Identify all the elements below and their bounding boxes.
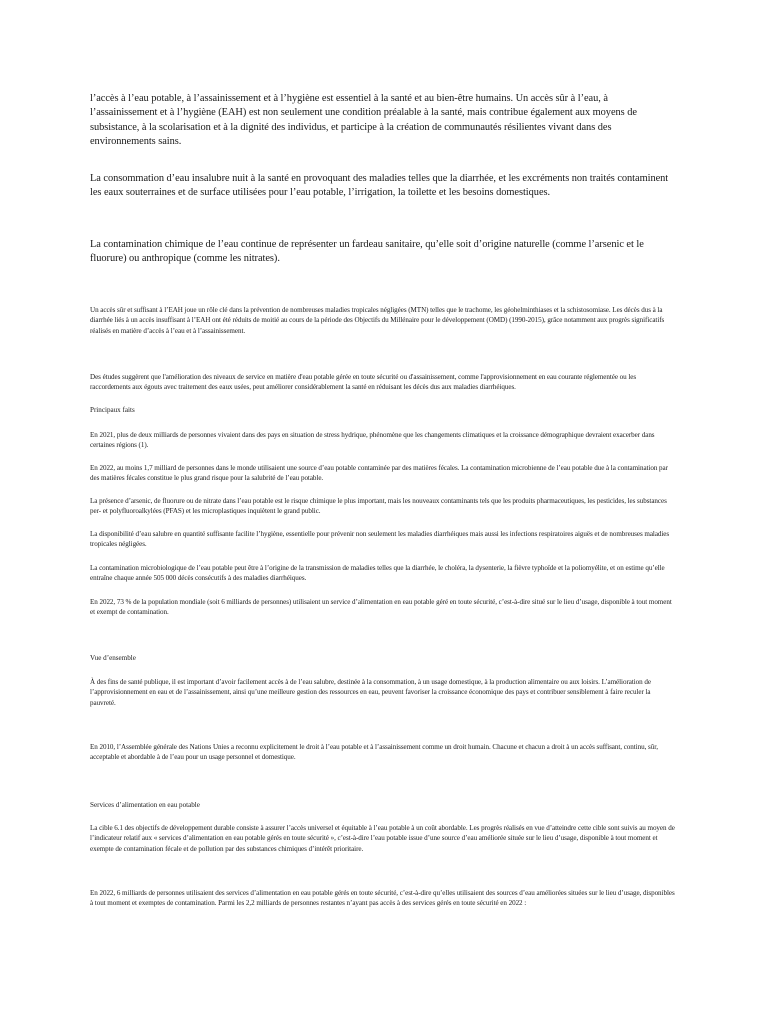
body-paragraph-2: Des études suggèrent que l'amélioration des niveaux de service en matière d'eau potable gérée en toute sécurité ou d'assainissement, comme l'approvisionnement en eau courante réglementée ou les raccordements aux égouts avec traitement des eaux usées, peut améliorer considérablement la santé en réduisant les décès dus aux maladies diarrhéiques. — [90, 373, 637, 392]
overview-paragraph: À des fins de santé publique, il est important d’avoir facilement accès à de l’eau salubre, destinée à la consommation, à un usage domestique, à la production alimentaire ou aux loisirs. L’amélioration de l’approvisionnement en eau et de l’assainissement, ainsi qu’une meilleure gestion des ressources en eau, peuvent favoriser la croissance économique des pays et contribuer sensiblement à faire reculer la pauvreté. — [90, 678, 651, 707]
key-facts-heading: Principaux faits — [90, 406, 135, 414]
services-paragraph: La cible 6.1 des objectifs de développement durable consiste à assurer l’accès universel et équitable à l’eau potable à un coût abordable. Les progrès réalisés en vue d’atteindre cette cible sont suivis au moyen de l’indicateur relatif aux « services d’alimentation en eau potable gérés en toute sécurité », c’est-à-dire l’eau potable issue d’une source d’eau améliorée située sur le lieu d’usage, disponible à tout moment et exempte de contamination fécale et de pollution par des substances chimiques d’intérêt prioritaire. — [90, 824, 675, 853]
intro-paragraph-2: La consommation d’eau insalubre nuit à la santé en provoquant des maladies telles que la diarrhée, et les excréments non traités contaminent les eaux souterraines et de surface utilisées pour l’eau potable, l’irrigation, la toilette et les besoins domestiques. — [90, 173, 669, 199]
body-paragraph-1: Un accès sûr et suffisant à l’EAH joue un rôle clé dans la prévention de nombreuses maladies tropicales négligées (MTN) telles que le trachome, les géohelminthiases et la schistosomiase. Les décès dus à la diarrhée liés à un accès insuffisant à l’EAH ont été réduits de moitié au cours de la période des Objectifs du Millénaire pour le développement (OMD) (1990-2015), grâce notamment aux progrès significatifs réalisés en matière d’accès à l’eau et à l’assainissement. — [90, 306, 665, 335]
intro-paragraph-1: l’accès à l’eau potable, à l’assainissement et à l’hygiène est essentiel à la santé et au bien-être humains. Un accès sûr à l’eau, à l’assainissement et à l’hygiène (EAH) est non seulement une condition préalable à la santé, mais contribue également aux moyens de subsistance, à la scolarisation et à la dignité des individus, et participe à la création de communautés résilientes vivant dans des environnements sains. — [90, 93, 637, 147]
key-fact-item: La disponibilité d’eau salubre en quantité suffisante facilite l’hygiène, essentielle pour prévenir non seulement les maladies diarrhéiques mais aussi les infections respiratoires aiguës et de nombreuses maladies tropicales négligées. — [90, 530, 670, 549]
key-fact-item: En 2022, au moins 1,7 milliard de personnes dans le monde utilisaient une source d’eau potable contaminée par des matières fécales. La contamination microbienne de l’eau potable due à la contamination par des matières fécales constitue le plus grand risque pour la salubrité de l’eau potable. — [90, 464, 668, 483]
overview-paragraph: En 2010, l’Assemblée générale des Nations Unies a reconnu explicitement le droit à l’eau potable et à l’assainissement comme un droit humain. Chacune et chacun a droit à un accès suffisant, continu, sûr, acceptable et abordable à de l’eau pour un usage personnel et domestique. — [90, 743, 658, 762]
key-fact-item: La contamination microbiologique de l’eau potable peut être à l’origine de la transmission de maladies telles que la diarrhée, le choléra, la dysenterie, la fièvre typhoïde et la poliomyélite, et on estime qu’elle entraîne chaque année 505 000 décès consécutifs à des maladies diarrhéiques. — [90, 564, 665, 583]
services-paragraph: En 2022, 6 milliards de personnes utilisaient des services d’alimentation en eau potable gérés en toute sécurité, c’est-à-dire qu’elles utilisaient des sources d’eau améliorées situées sur le lieu d’usage, disponibles à tout moment et exemptes de contamination. Parmi les 2,2 milliards de personnes restantes n’ayant pas accès à des services gérés en toute sécurité en 2022 : — [90, 889, 675, 908]
intro-paragraph-3: La contamination chimique de l’eau continue de représenter un fardeau sanitaire, qu’elle soit d’origine naturelle (comme l’arsenic et le fluorure) ou anthropique (comme les nitrates). — [90, 239, 644, 265]
overview-heading: Vue d’ensemble — [90, 654, 136, 662]
key-fact-item: En 2021, plus de deux milliards de personnes vivaient dans des pays en situation de stress hydrique, phénomène que les changements climatiques et la croissance démographique devraient exacerber dans certaines régions (1). — [90, 431, 655, 450]
key-fact-item: En 2022, 73 % de la population mondiale (soit 6 milliards de personnes) utilisaient un service d’alimentation en eau potable géré en toute sécurité, c’est-à-dire situé sur le lieu d’usage, disponible à tout moment et exempt de contamination. — [90, 598, 672, 617]
services-heading: Services d’alimentation en eau potable — [90, 801, 200, 809]
key-fact-item: La présence d’arsenic, de fluorure ou de nitrate dans l’eau potable est le risque chimique le plus important, mais les nouveaux contaminants tels que les produits pharmaceutiques, les pesticides, les substances per- et polyfluoroalkylées (PFAS) et les microplastiques inquiètent le grand public. — [90, 497, 667, 516]
